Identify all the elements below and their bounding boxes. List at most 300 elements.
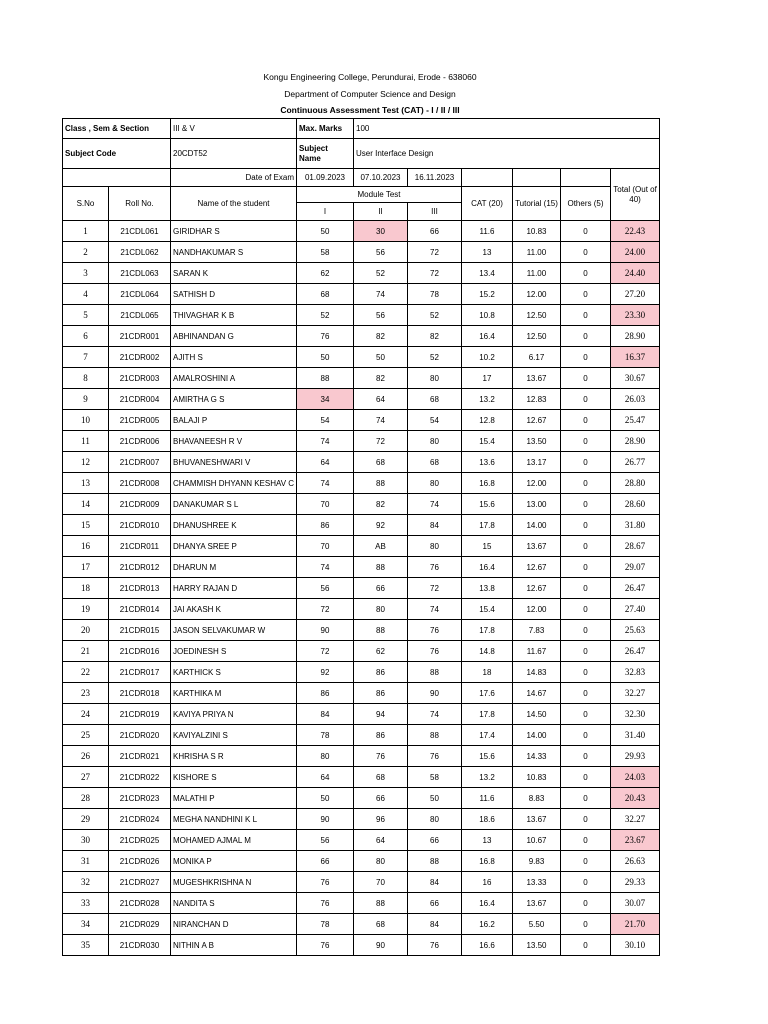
tutorial-cell: 12.67 — [513, 578, 561, 599]
roll-no-cell: 21CDR005 — [109, 410, 171, 431]
module-test-2-cell: 86 — [354, 725, 408, 746]
cat-cell: 10.2 — [462, 347, 513, 368]
others-cell: 0 — [561, 347, 611, 368]
table-row — [63, 809, 660, 830]
sno-cell: 10 — [63, 410, 109, 431]
module-test-1-cell: 50 — [297, 788, 354, 809]
module-test-3-cell: 84 — [408, 872, 462, 893]
module-test-3-cell: 74 — [408, 494, 462, 515]
table-row — [63, 935, 660, 956]
module-test-1-cell: 72 — [297, 641, 354, 662]
tutorial-cell: 6.17 — [513, 347, 561, 368]
tutorial-cell: 12.00 — [513, 473, 561, 494]
total-cell: 23.30 — [611, 305, 660, 326]
table-row — [63, 347, 660, 368]
others-cell: 0 — [561, 284, 611, 305]
sno-cell: 12 — [63, 452, 109, 473]
others-cell: 0 — [561, 788, 611, 809]
others-cell: 0 — [561, 557, 611, 578]
roll-no-cell: 21CDL064 — [109, 284, 171, 305]
student-name-cell: KAVIYA PRIYA N — [171, 704, 297, 725]
student-name-cell: DANAKUMAR S L — [171, 494, 297, 515]
tutorial-cell: 12.83 — [513, 389, 561, 410]
total-cell: 31.40 — [611, 725, 660, 746]
module-test-2-cell: 64 — [354, 389, 408, 410]
student-name-cell: BHUVANESHWARI V — [171, 452, 297, 473]
student-name-cell: JASON SELVAKUMAR W — [171, 620, 297, 641]
roll-no-cell: 21CDR001 — [109, 326, 171, 347]
others-cell: 0 — [561, 830, 611, 851]
student-name-cell: SARAN K — [171, 263, 297, 284]
module-test-1-cell: 80 — [297, 746, 354, 767]
cat-cell: 16.6 — [462, 935, 513, 956]
table-row — [63, 641, 660, 662]
class-value: III & V — [171, 119, 297, 139]
cat-cell: 12.8 — [462, 410, 513, 431]
others-cell: 0 — [561, 452, 611, 473]
module-test-2-cell: 74 — [354, 284, 408, 305]
module-test-3-cell: 84 — [408, 515, 462, 536]
module-test-3-cell: 80 — [408, 809, 462, 830]
table-row — [63, 746, 660, 767]
col-header-module-test: Module Test — [297, 187, 462, 203]
module-test-3-cell: 80 — [408, 473, 462, 494]
roll-no-cell: 21CDR020 — [109, 725, 171, 746]
total-cell: 32.83 — [611, 662, 660, 683]
cat-cell: 13.8 — [462, 578, 513, 599]
table-row — [63, 452, 660, 473]
module-test-2-cell: 52 — [354, 263, 408, 284]
student-name-cell: BHAVANEESH R V — [171, 431, 297, 452]
module-test-2-cell: 86 — [354, 683, 408, 704]
sno-cell: 31 — [63, 851, 109, 872]
tutorial-cell: 5.50 — [513, 914, 561, 935]
cat-cell: 17.4 — [462, 725, 513, 746]
module-test-3-cell: 80 — [408, 536, 462, 557]
tutorial-cell: 14.83 — [513, 662, 561, 683]
roll-no-cell: 21CDR008 — [109, 473, 171, 494]
student-name-cell: NANDHAKUMAR S — [171, 242, 297, 263]
sno-cell: 17 — [63, 557, 109, 578]
subject-name-value: User Interface Design — [354, 139, 660, 169]
total-cell: 26.63 — [611, 851, 660, 872]
total-cell: 25.63 — [611, 620, 660, 641]
roll-no-cell: 21CDL061 — [109, 221, 171, 242]
department-name: Department of Computer Science and Design — [284, 89, 456, 99]
table-row — [63, 599, 660, 620]
cat-cell: 15.4 — [462, 431, 513, 452]
others-cell: 0 — [561, 851, 611, 872]
total-cell: 16.37 — [611, 347, 660, 368]
tutorial-cell: 13.67 — [513, 809, 561, 830]
student-name-cell: CHAMMISH DHYANN KESHAV C — [171, 473, 297, 494]
others-cell: 0 — [561, 725, 611, 746]
cat-cell: 13 — [462, 830, 513, 851]
sno-cell: 28 — [63, 788, 109, 809]
total-cell: 32.27 — [611, 809, 660, 830]
tutorial-cell: 10.67 — [513, 830, 561, 851]
module-test-3-cell: 74 — [408, 599, 462, 620]
others-cell: 0 — [561, 872, 611, 893]
total-cell: 31.80 — [611, 515, 660, 536]
student-name-cell: AJITH S — [171, 347, 297, 368]
student-name-cell: DHANUSHREE K — [171, 515, 297, 536]
total-cell: 32.30 — [611, 704, 660, 725]
module-test-3-cell: 52 — [408, 305, 462, 326]
module-test-3-cell: 78 — [408, 284, 462, 305]
student-name-cell: AMALROSHINI A — [171, 368, 297, 389]
table-row — [63, 851, 660, 872]
student-name-cell: NANDITA S — [171, 893, 297, 914]
module-test-1-cell: 92 — [297, 662, 354, 683]
sno-cell: 34 — [63, 914, 109, 935]
total-cell: 21.70 — [611, 914, 660, 935]
table-row — [63, 767, 660, 788]
cat-cell: 16 — [462, 872, 513, 893]
student-name-cell: MEGHA NANDHINI K L — [171, 809, 297, 830]
total-cell: 27.20 — [611, 284, 660, 305]
student-name-cell: DHANYA SREE P — [171, 536, 297, 557]
class-label: Class , Sem & Section — [63, 119, 171, 139]
module-test-3-cell: 80 — [408, 431, 462, 452]
module-test-3-cell: 72 — [408, 263, 462, 284]
student-name-cell: MOHAMED AJMAL M — [171, 830, 297, 851]
module-test-3-cell: 84 — [408, 914, 462, 935]
module-test-1-cell: 70 — [297, 536, 354, 557]
roll-no-cell: 21CDR024 — [109, 809, 171, 830]
sno-cell: 20 — [63, 620, 109, 641]
total-cell: 28.67 — [611, 536, 660, 557]
module-test-1-cell: 74 — [297, 473, 354, 494]
tutorial-cell: 9.83 — [513, 851, 561, 872]
others-cell: 0 — [561, 578, 611, 599]
sno-cell: 25 — [63, 725, 109, 746]
others-cell: 0 — [561, 935, 611, 956]
module-test-1-cell: 76 — [297, 872, 354, 893]
total-cell: 29.33 — [611, 872, 660, 893]
subject-code-value: 20CDT52 — [171, 139, 297, 169]
cat-cell: 17.8 — [462, 515, 513, 536]
total-cell: 27.40 — [611, 599, 660, 620]
sno-cell: 26 — [63, 746, 109, 767]
tutorial-cell: 14.50 — [513, 704, 561, 725]
total-cell: 26.77 — [611, 452, 660, 473]
table-row — [63, 473, 660, 494]
total-cell: 24.40 — [611, 263, 660, 284]
roll-no-cell: 21CDR013 — [109, 578, 171, 599]
sno-cell: 4 — [63, 284, 109, 305]
table-row — [63, 284, 660, 305]
roll-no-cell: 21CDR027 — [109, 872, 171, 893]
tutorial-cell: 13.67 — [513, 893, 561, 914]
table-row — [63, 494, 660, 515]
total-cell: 29.93 — [611, 746, 660, 767]
module-test-1-cell: 50 — [297, 221, 354, 242]
table-row — [63, 872, 660, 893]
student-name-cell: AMIRTHA G S — [171, 389, 297, 410]
tutorial-cell: 10.83 — [513, 767, 561, 788]
student-name-cell: BALAJI P — [171, 410, 297, 431]
module-test-1-cell: 86 — [297, 515, 354, 536]
others-cell: 0 — [561, 746, 611, 767]
module-test-2-cell: 88 — [354, 893, 408, 914]
module-test-3-cell: 76 — [408, 641, 462, 662]
module-test-2-cell: 62 — [354, 641, 408, 662]
module-test-3-cell: 72 — [408, 242, 462, 263]
table-row — [63, 557, 660, 578]
cat-cell: 18 — [462, 662, 513, 683]
module-test-3-cell: 66 — [408, 830, 462, 851]
sno-cell: 27 — [63, 767, 109, 788]
others-cell: 0 — [561, 599, 611, 620]
table-row — [63, 242, 660, 263]
cat-cell: 17.6 — [462, 683, 513, 704]
roll-no-cell: 21CDR028 — [109, 893, 171, 914]
date-blank-cat — [462, 169, 513, 187]
cat-cell: 15.6 — [462, 746, 513, 767]
student-name-cell: KISHORE S — [171, 767, 297, 788]
table-row — [63, 410, 660, 431]
total-cell: 26.03 — [611, 389, 660, 410]
roll-no-cell: 21CDR023 — [109, 788, 171, 809]
tutorial-cell: 13.67 — [513, 536, 561, 557]
cat-cell: 13.4 — [462, 263, 513, 284]
table-row — [63, 326, 660, 347]
cat-cell: 11.6 — [462, 788, 513, 809]
sno-cell: 33 — [63, 893, 109, 914]
sno-cell: 7 — [63, 347, 109, 368]
meta-row-subject — [63, 139, 660, 169]
cat-cell: 13 — [462, 242, 513, 263]
roll-no-cell: 21CDR014 — [109, 599, 171, 620]
table-row — [63, 893, 660, 914]
student-name-cell: DHARUN M — [171, 557, 297, 578]
table-row — [63, 620, 660, 641]
cat-cell: 13.6 — [462, 452, 513, 473]
others-cell: 0 — [561, 683, 611, 704]
module-test-3-cell: 88 — [408, 725, 462, 746]
module-test-2-cell: 82 — [354, 494, 408, 515]
module-test-1-cell: 86 — [297, 683, 354, 704]
total-cell: 30.10 — [611, 935, 660, 956]
module-test-2-cell: 56 — [354, 305, 408, 326]
tutorial-cell: 12.00 — [513, 599, 561, 620]
table-row — [63, 221, 660, 242]
module-test-1-cell: 52 — [297, 305, 354, 326]
table-row — [63, 830, 660, 851]
module-test-1-cell: 62 — [297, 263, 354, 284]
cat-cell: 14.8 — [462, 641, 513, 662]
date-of-exam-label: Date of Exam — [171, 169, 297, 187]
col-header-sno: S.No — [63, 187, 109, 221]
sno-cell: 8 — [63, 368, 109, 389]
total-cell: 20.43 — [611, 788, 660, 809]
module-test-1-cell: 50 — [297, 347, 354, 368]
others-cell: 0 — [561, 662, 611, 683]
sno-cell: 5 — [63, 305, 109, 326]
college-name: Kongu Engineering College, Perundurai, Erode - 638060 — [263, 72, 477, 82]
sno-cell: 18 — [63, 578, 109, 599]
cat-cell: 17.8 — [462, 620, 513, 641]
module-test-2-cell: 80 — [354, 599, 408, 620]
total-cell: 28.90 — [611, 326, 660, 347]
module-test-2-cell: AB — [354, 536, 408, 557]
roll-no-cell: 21CDR026 — [109, 851, 171, 872]
table-row — [63, 683, 660, 704]
tutorial-cell: 10.83 — [513, 221, 561, 242]
roll-no-cell: 21CDL063 — [109, 263, 171, 284]
roll-no-cell: 21CDR003 — [109, 368, 171, 389]
module-test-1-cell: 76 — [297, 935, 354, 956]
sno-cell: 35 — [63, 935, 109, 956]
module-test-1-cell: 64 — [297, 452, 354, 473]
others-cell: 0 — [561, 263, 611, 284]
module-test-1-cell: 90 — [297, 620, 354, 641]
cat-cell: 16.4 — [462, 326, 513, 347]
module-test-3-cell: 66 — [408, 893, 462, 914]
table-row — [63, 305, 660, 326]
col-header-name: Name of the student — [171, 187, 297, 221]
module-test-2-cell: 86 — [354, 662, 408, 683]
others-cell: 0 — [561, 221, 611, 242]
total-cell: 26.47 — [611, 578, 660, 599]
others-cell: 0 — [561, 536, 611, 557]
cat-cell: 17.8 — [462, 704, 513, 725]
tutorial-cell: 11.67 — [513, 641, 561, 662]
col-header-m1: I — [297, 203, 354, 221]
module-test-1-cell: 70 — [297, 494, 354, 515]
student-name-cell: GIRIDHAR S — [171, 221, 297, 242]
module-test-2-cell: 82 — [354, 368, 408, 389]
total-cell: 25.47 — [611, 410, 660, 431]
tutorial-cell: 12.50 — [513, 305, 561, 326]
exam-date-3: 16.11.2023 — [408, 169, 462, 187]
total-cell: 28.90 — [611, 431, 660, 452]
roll-no-cell: 21CDR022 — [109, 767, 171, 788]
module-test-3-cell: 66 — [408, 221, 462, 242]
module-test-3-cell: 76 — [408, 557, 462, 578]
others-cell: 0 — [561, 326, 611, 347]
student-name-cell: HARRY RAJAN D — [171, 578, 297, 599]
cat-cell: 13.2 — [462, 389, 513, 410]
test-title: Continuous Assessment Test (CAT) - I / II / III — [280, 105, 460, 115]
tutorial-cell: 13.00 — [513, 494, 561, 515]
meta-row-class — [63, 119, 660, 139]
sno-cell: 24 — [63, 704, 109, 725]
module-test-3-cell: 80 — [408, 368, 462, 389]
sno-cell: 19 — [63, 599, 109, 620]
module-test-2-cell: 82 — [354, 326, 408, 347]
exam-date-2: 07.10.2023 — [354, 169, 408, 187]
module-test-2-cell: 68 — [354, 767, 408, 788]
sno-cell: 16 — [63, 536, 109, 557]
total-cell: 28.60 — [611, 494, 660, 515]
tutorial-cell: 12.00 — [513, 284, 561, 305]
module-test-2-cell: 56 — [354, 242, 408, 263]
module-test-1-cell: 74 — [297, 431, 354, 452]
module-test-1-cell: 54 — [297, 410, 354, 431]
student-name-cell: THIVAGHAR K B — [171, 305, 297, 326]
module-test-3-cell: 68 — [408, 452, 462, 473]
total-cell: 24.03 — [611, 767, 660, 788]
others-cell: 0 — [561, 704, 611, 725]
table-row — [63, 788, 660, 809]
module-test-1-cell: 84 — [297, 704, 354, 725]
cat-cell: 11.6 — [462, 221, 513, 242]
others-cell: 0 — [561, 767, 611, 788]
col-header-roll: Roll No. — [109, 187, 171, 221]
module-test-1-cell: 56 — [297, 830, 354, 851]
module-test-1-cell: 78 — [297, 725, 354, 746]
roll-no-cell: 21CDR012 — [109, 557, 171, 578]
module-test-1-cell: 76 — [297, 893, 354, 914]
roll-no-cell: 21CDL062 — [109, 242, 171, 263]
module-test-1-cell: 72 — [297, 599, 354, 620]
module-test-2-cell: 80 — [354, 851, 408, 872]
roll-no-cell: 21CDR002 — [109, 347, 171, 368]
table-row — [63, 368, 660, 389]
tutorial-cell: 13.67 — [513, 368, 561, 389]
tutorial-cell: 7.83 — [513, 620, 561, 641]
cat-cell: 13.2 — [462, 767, 513, 788]
tutorial-cell: 13.50 — [513, 935, 561, 956]
total-cell: 29.07 — [611, 557, 660, 578]
module-test-3-cell: 52 — [408, 347, 462, 368]
module-test-2-cell: 72 — [354, 431, 408, 452]
total-cell: 28.80 — [611, 473, 660, 494]
module-test-2-cell: 90 — [354, 935, 408, 956]
module-test-2-cell: 68 — [354, 452, 408, 473]
table-row — [63, 914, 660, 935]
tutorial-cell: 14.00 — [513, 725, 561, 746]
roll-no-cell: 21CDR030 — [109, 935, 171, 956]
cat-cell: 15.2 — [462, 284, 513, 305]
tutorial-cell: 14.67 — [513, 683, 561, 704]
col-header-m3: III — [408, 203, 462, 221]
others-cell: 0 — [561, 494, 611, 515]
date-blank-others — [561, 169, 611, 187]
roll-no-cell: 21CDR018 — [109, 683, 171, 704]
sno-cell: 2 — [63, 242, 109, 263]
col-header-tutorial: Tutorial (15) — [513, 187, 561, 221]
others-cell: 0 — [561, 368, 611, 389]
tutorial-cell: 13.33 — [513, 872, 561, 893]
module-test-2-cell: 88 — [354, 473, 408, 494]
module-test-1-cell: 74 — [297, 557, 354, 578]
module-test-2-cell: 92 — [354, 515, 408, 536]
subject-name-label: Subject Name — [297, 139, 354, 169]
cat-cell: 15.6 — [462, 494, 513, 515]
total-cell: 24.00 — [611, 242, 660, 263]
module-test-2-cell: 88 — [354, 557, 408, 578]
module-test-3-cell: 72 — [408, 578, 462, 599]
others-cell: 0 — [561, 431, 611, 452]
roll-no-cell: 21CDL065 — [109, 305, 171, 326]
roll-no-cell: 21CDR029 — [109, 914, 171, 935]
module-test-3-cell: 54 — [408, 410, 462, 431]
student-name-cell: MONIKA P — [171, 851, 297, 872]
sno-cell: 3 — [63, 263, 109, 284]
sno-cell: 9 — [63, 389, 109, 410]
subject-code-label: Subject Code — [63, 139, 171, 169]
module-test-1-cell: 56 — [297, 578, 354, 599]
student-name-cell: ABHINANDAN G — [171, 326, 297, 347]
module-test-1-cell: 58 — [297, 242, 354, 263]
others-cell: 0 — [561, 809, 611, 830]
col-header-total: Total (Out of 40) — [611, 169, 660, 221]
sno-cell: 29 — [63, 809, 109, 830]
module-test-3-cell: 50 — [408, 788, 462, 809]
